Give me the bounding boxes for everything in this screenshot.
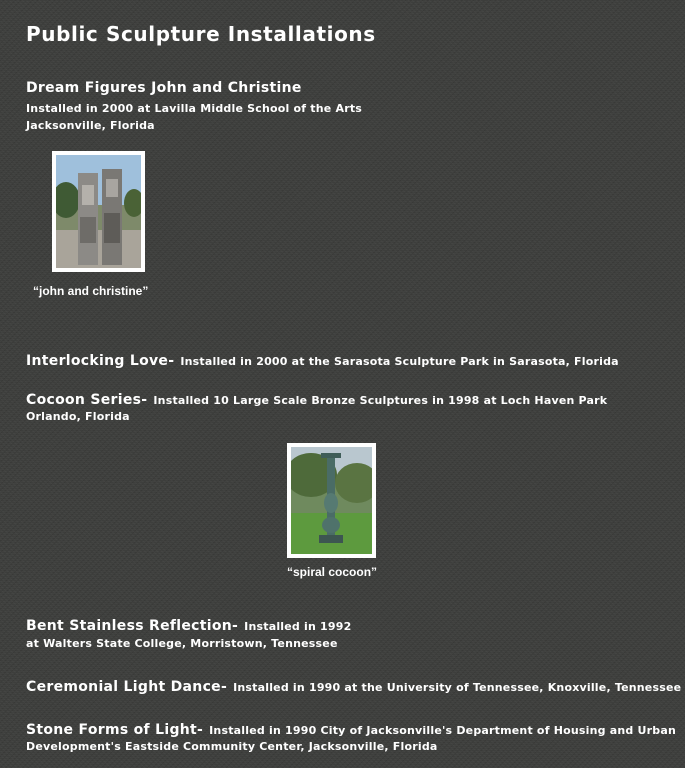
installation-title-stone-forms-of-light: Stone Forms of Light- — [26, 722, 204, 738]
installation-detail-interlocking-love: Installed in 2000 at the Sarasota Sculpture Park in Sarasota, Florida — [180, 355, 619, 368]
installation-stone-forms-of-light — [26, 719, 676, 738]
installation-location-cocoon-series: Orlando, Florida — [26, 410, 130, 423]
installation-bent-stainless-reflection — [26, 615, 351, 634]
sculpture-photo-image — [56, 155, 141, 268]
photo-caption-spiral-cocoon: “spiral cocoon” — [287, 565, 378, 579]
installation-ceremonial-light-dance — [26, 676, 681, 695]
sculpture-photo-image — [291, 447, 372, 554]
installation-detail-stone-forms-of-light: Installed in 1990 City of Jacksonville's Department of Housing and Urban — [209, 724, 676, 737]
installation-title-bent-stainless-reflection: Bent Stainless Reflection- — [26, 618, 239, 634]
installation-cocoon-series — [26, 389, 607, 408]
installation-title-ceremonial-light-dance: Ceremonial Light Dance- — [26, 679, 228, 695]
installation-detail-dream-figures: Installed in 2000 at Lavilla Middle School of the Arts — [26, 102, 363, 115]
photo-spiral-cocoon[interactable] — [287, 443, 376, 558]
installation-location-dream-figures: Jacksonville, Florida — [26, 119, 155, 132]
page-title: Public Sculpture Installations — [26, 22, 376, 46]
installation-location-stone-forms-of-light: Development's Eastside Community Center, Jacksonville, Florida — [26, 740, 438, 753]
installation-title-interlocking-love: Interlocking Love- — [26, 353, 175, 369]
installation-detail-ceremonial-light-dance: Installed in 1990 at the University of Tennessee, Knoxville, Tennessee — [233, 681, 682, 694]
installation-detail-bent-stainless-reflection: Installed in 1992 — [244, 620, 352, 633]
installation-location-bent-stainless-reflection: at Walters State College, Morristown, Tennessee — [26, 637, 338, 650]
photo-caption-john-and-christine: “john and christine” — [33, 284, 149, 298]
installation-detail-cocoon-series: Installed 10 Large Scale Bronze Sculptures in 1998 at Loch Haven Park — [153, 394, 608, 407]
photo-john-and-christine[interactable] — [52, 151, 145, 272]
installation-interlocking-love — [26, 350, 619, 369]
installation-title-cocoon-series: Cocoon Series- — [26, 392, 148, 408]
installation-title-dream-figures: Dream Figures John and Christine — [26, 80, 302, 96]
